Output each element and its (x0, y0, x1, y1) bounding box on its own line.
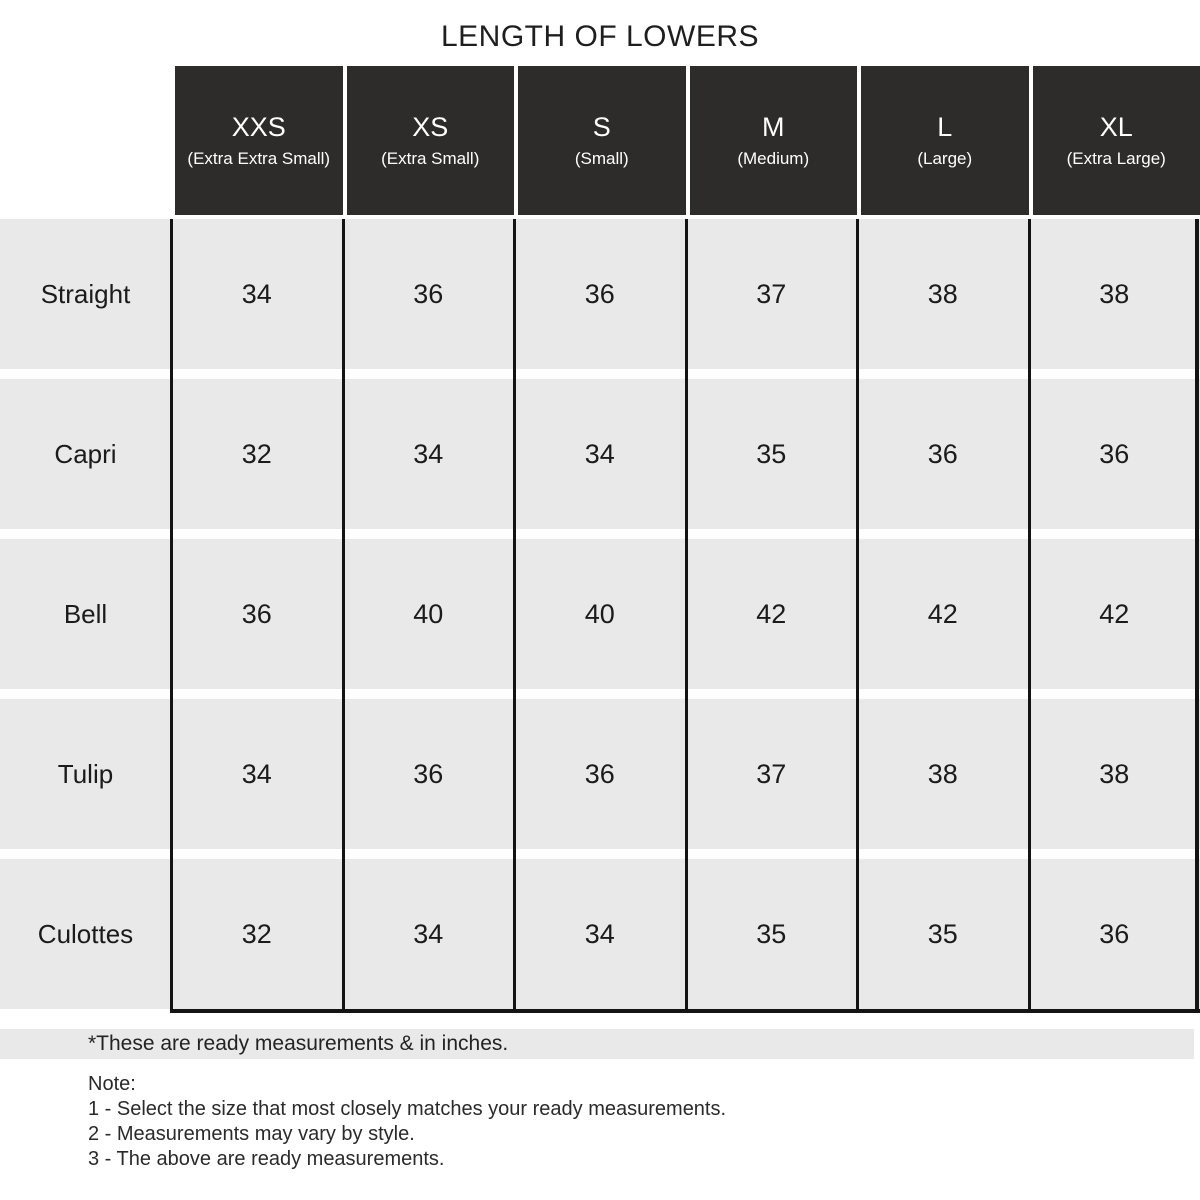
measurement-cell: 42 (927, 598, 958, 629)
note-item: 3 - The above are ready measurements. (88, 1148, 445, 1170)
measurement-cell: 34 (584, 918, 615, 949)
measurement-cell: 36 (1099, 438, 1130, 469)
row-label: Culottes (37, 918, 134, 949)
table-row-culottes (0, 859, 1200, 1009)
size-full-label: (Extra Large) (1066, 148, 1166, 168)
measurement-cell: 38 (1099, 278, 1130, 309)
row-label: Bell (63, 598, 108, 629)
size-code-label: M (762, 111, 785, 142)
page-title: LENGTH OF LOWERS (440, 20, 760, 53)
header-cell-xl (1029, 66, 1200, 215)
table-row-capri (0, 379, 1200, 529)
size-full-label: (Large) (917, 148, 973, 168)
notes-block (88, 1072, 726, 1172)
measurement-cell: 32 (241, 918, 272, 949)
measurement-cell: 34 (413, 918, 444, 949)
measurement-cell: 34 (584, 438, 615, 469)
measurement-cell: 36 (241, 598, 272, 629)
table-row-tulip (0, 699, 1200, 849)
measurement-cell: 34 (241, 278, 272, 309)
table-row-bell (0, 539, 1200, 689)
footnote-band (0, 1029, 1194, 1059)
size-code-label: L (937, 111, 953, 142)
table-row-straight (0, 219, 1200, 369)
header-cell-l (857, 66, 1029, 215)
row-label: Capri (54, 438, 117, 469)
measurement-cell: 32 (241, 438, 272, 469)
size-full-label: (Extra Small) (381, 148, 480, 168)
size-full-label: (Extra Extra Small) (187, 148, 331, 168)
table-bottom-border (171, 1009, 1200, 1013)
measurement-cell: 40 (584, 598, 615, 629)
header-cell-m (686, 66, 858, 215)
size-full-label: (Small) (574, 148, 629, 168)
row-label: Tulip (57, 758, 114, 789)
measurement-cell: 35 (756, 438, 787, 469)
notes-heading: Note: (88, 1073, 136, 1095)
header-corner-spacer (0, 66, 171, 215)
measurement-cell: 34 (241, 758, 272, 789)
measurement-cell: 38 (927, 278, 958, 309)
header-cell-s (514, 66, 686, 215)
size-code-label: S (592, 111, 611, 142)
size-code-label: XL (1099, 111, 1133, 142)
measurement-cell: 34 (413, 438, 444, 469)
measurement-cell: 42 (1099, 598, 1130, 629)
measurement-cell: 42 (756, 598, 787, 629)
size-full-label: (Medium) (737, 148, 810, 168)
measurement-cell: 36 (413, 278, 444, 309)
size-chart-table (0, 219, 1200, 1013)
measurement-cell: 36 (584, 758, 615, 789)
measurement-cell: 36 (1099, 918, 1130, 949)
measurement-cell: 35 (927, 918, 958, 949)
measurement-cell: 37 (756, 278, 787, 309)
measurement-cell: 36 (413, 758, 444, 789)
measurement-cell: 40 (413, 598, 444, 629)
measurement-cell: 37 (756, 758, 787, 789)
size-code-label: XXS (231, 111, 286, 142)
size-header-row (0, 66, 1200, 215)
header-cell-xs (343, 66, 515, 215)
measurement-cell: 36 (927, 438, 958, 469)
footnote-text: *These are ready measurements & in inches. (88, 1032, 509, 1055)
measurement-cell: 35 (756, 918, 787, 949)
note-item: 2 - Measurements may vary by style. (88, 1123, 415, 1145)
measurement-cell: 36 (584, 278, 615, 309)
size-code-label: XS (412, 111, 449, 142)
note-item: 1 - Select the size that most closely matches your ready measurements. (88, 1098, 727, 1120)
measurement-cell: 38 (927, 758, 958, 789)
header-cell-xxs (171, 66, 343, 215)
measurement-cell: 38 (1099, 758, 1130, 789)
row-label: Straight (40, 278, 131, 309)
